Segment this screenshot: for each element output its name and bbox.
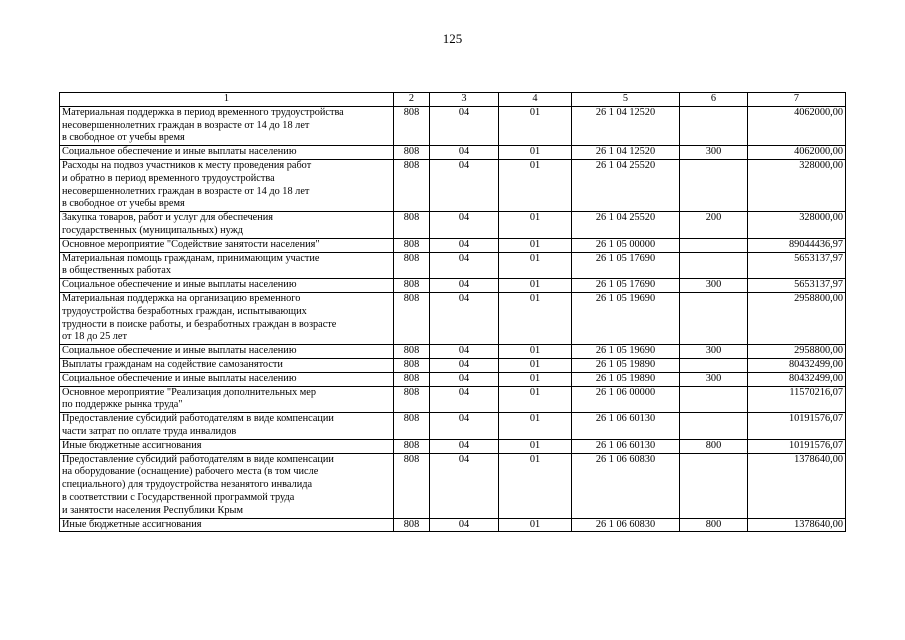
subsection-code-cell: 01	[499, 345, 572, 359]
expense-type-cell	[680, 292, 748, 344]
section-code-cell: 04	[430, 279, 499, 293]
expense-type-cell	[680, 252, 748, 279]
expense-type-cell	[680, 386, 748, 413]
page-number: 125	[442, 31, 463, 46]
table-row	[60, 238, 846, 252]
expense-type-cell: 800	[680, 518, 748, 532]
subsection-code-cell: 01	[499, 439, 572, 453]
amount-cell: 328000,00	[748, 159, 846, 211]
expense-type-cell	[680, 106, 748, 145]
target-article-cell: 26 1 06 60130	[572, 439, 680, 453]
ministry-code-cell: 808	[394, 252, 430, 279]
ministry-code-cell: 808	[394, 439, 430, 453]
table-row	[60, 279, 846, 293]
section-code-cell: 04	[430, 453, 499, 518]
row-name-line: Иные бюджетные ассигнования	[62, 439, 202, 451]
row-name-line: в свободное от учебы время	[62, 198, 185, 210]
subsection-code-cell: 01	[499, 238, 572, 252]
target-article-cell: 26 1 06 00000	[572, 386, 680, 413]
row-name-cell	[60, 413, 394, 440]
table-row	[60, 413, 846, 440]
target-article-cell: 26 1 04 25520	[572, 159, 680, 211]
row-name-line: трудности в поиске работы, и безработных граждан в возрасте	[62, 318, 337, 330]
table-row	[60, 386, 846, 413]
expense-type-cell: 200	[680, 212, 748, 239]
section-code-cell: 04	[430, 212, 499, 239]
subsection-code-cell: 01	[499, 453, 572, 518]
table-row	[60, 146, 846, 160]
table-header-row	[60, 93, 846, 107]
row-name-line: на оборудование (оснащение) рабочего места (в том числе	[62, 466, 319, 478]
amount-cell: 1378640,00	[748, 518, 846, 532]
target-article-cell: 26 1 05 19890	[572, 372, 680, 386]
table-row	[60, 518, 846, 532]
target-article-cell: 26 1 06 60830	[572, 453, 680, 518]
amount-cell: 10191576,07	[748, 439, 846, 453]
row-name-cell	[60, 345, 394, 359]
row-name-line: в соответствии с Государственной программой труда	[62, 491, 295, 503]
row-name-line: Социальное обеспечение и иные выплаты населению	[62, 146, 297, 158]
target-article-cell: 26 1 04 25520	[572, 212, 680, 239]
ministry-code-cell: 808	[394, 518, 430, 532]
header-cell: 2	[394, 93, 430, 107]
amount-cell: 328000,00	[748, 212, 846, 239]
row-name-cell	[60, 439, 394, 453]
subsection-code-cell: 01	[499, 518, 572, 532]
row-name-line: от 18 до 25 лет	[62, 331, 127, 343]
row-name-line: несовершеннолетних граждан в возрасте от 14 до 18 лет	[62, 119, 310, 131]
expense-type-cell: 800	[680, 439, 748, 453]
row-name-cell	[60, 252, 394, 279]
table-row	[60, 372, 846, 386]
amount-cell: 11570216,07	[748, 386, 846, 413]
row-name-line: специального) для трудоустройства незанятого инвалида	[62, 479, 313, 491]
row-name-line: и обратно в период временного трудоустройства	[62, 172, 275, 184]
row-name-cell	[60, 146, 394, 160]
table-row	[60, 453, 846, 518]
row-name-cell	[60, 238, 394, 252]
section-code-cell: 04	[430, 292, 499, 344]
target-article-cell: 26 1 05 17690	[572, 252, 680, 279]
row-name-line: Расходы на подвоз участников к месту проведения работ	[62, 159, 312, 171]
target-article-cell: 26 1 05 19890	[572, 358, 680, 372]
ministry-code-cell: 808	[394, 238, 430, 252]
budget-table	[59, 92, 846, 532]
section-code-cell: 04	[430, 252, 499, 279]
amount-cell: 5653137,97	[748, 252, 846, 279]
target-article-cell: 26 1 05 19690	[572, 345, 680, 359]
subsection-code-cell: 01	[499, 159, 572, 211]
section-code-cell: 04	[430, 358, 499, 372]
row-name-line: Социальное обеспечение и иные выплаты населению	[62, 372, 297, 384]
row-name-line: Основное мероприятие "Содействие занятости населения"	[62, 238, 320, 250]
row-name-line: трудоустройства безработных граждан, испытывающих	[62, 305, 307, 317]
target-article-cell: 26 1 05 00000	[572, 238, 680, 252]
row-name-cell	[60, 279, 394, 293]
target-article-cell: 26 1 04 12520	[572, 146, 680, 160]
header-cell: 4	[499, 93, 572, 107]
row-name-line: Материальная помощь гражданам, принимающим участие	[62, 252, 320, 264]
amount-cell: 4062000,00	[748, 106, 846, 145]
row-name-line: Социальное обеспечение и иные выплаты населению	[62, 279, 297, 291]
header-cell: 7	[748, 93, 846, 107]
row-name-cell	[60, 159, 394, 211]
subsection-code-cell: 01	[499, 106, 572, 145]
ministry-code-cell: 808	[394, 212, 430, 239]
ministry-code-cell: 808	[394, 345, 430, 359]
section-code-cell: 04	[430, 159, 499, 211]
expense-type-cell: 300	[680, 146, 748, 160]
subsection-code-cell: 01	[499, 372, 572, 386]
table-row	[60, 106, 846, 145]
section-code-cell: 04	[430, 146, 499, 160]
amount-cell: 2958800,00	[748, 345, 846, 359]
target-article-cell: 26 1 06 60130	[572, 413, 680, 440]
row-name-cell	[60, 358, 394, 372]
row-name-cell	[60, 386, 394, 413]
row-name-line: Предоставление субсидий работодателям в виде компенсации	[62, 413, 334, 425]
table-row	[60, 358, 846, 372]
row-name-cell	[60, 372, 394, 386]
ministry-code-cell: 808	[394, 413, 430, 440]
section-code-cell: 04	[430, 345, 499, 359]
section-code-cell: 04	[430, 372, 499, 386]
row-name-line: государственных (муниципальных) нужд	[62, 224, 243, 236]
row-name-line: по поддержке рынка труда"	[62, 399, 183, 411]
section-code-cell: 04	[430, 518, 499, 532]
ministry-code-cell: 808	[394, 372, 430, 386]
subsection-code-cell: 01	[499, 413, 572, 440]
row-name-line: части затрат по оплате труда инвалидов	[62, 425, 237, 437]
subsection-code-cell: 01	[499, 146, 572, 160]
ministry-code-cell: 808	[394, 159, 430, 211]
expense-type-cell	[680, 358, 748, 372]
target-article-cell: 26 1 06 60830	[572, 518, 680, 532]
amount-cell: 89044436,97	[748, 238, 846, 252]
ministry-code-cell: 808	[394, 106, 430, 145]
expense-type-cell: 300	[680, 345, 748, 359]
table-row	[60, 252, 846, 279]
ministry-code-cell: 808	[394, 292, 430, 344]
table-row	[60, 159, 846, 211]
amount-cell: 4062000,00	[748, 146, 846, 160]
row-name-line: Материальная поддержка на организацию временного	[62, 292, 301, 304]
row-name-line: несовершеннолетних граждан в возрасте от 14 до 18 лет	[62, 185, 310, 197]
subsection-code-cell: 01	[499, 212, 572, 239]
target-article-cell: 26 1 04 12520	[572, 106, 680, 145]
row-name-line: Основное мероприятие "Реализация дополнительных мер	[62, 386, 317, 398]
ministry-code-cell: 808	[394, 358, 430, 372]
ministry-code-cell: 808	[394, 453, 430, 518]
amount-cell: 1378640,00	[748, 453, 846, 518]
row-name-cell	[60, 453, 394, 518]
section-code-cell: 04	[430, 413, 499, 440]
expense-type-cell	[680, 413, 748, 440]
subsection-code-cell: 01	[499, 386, 572, 413]
amount-cell: 10191576,07	[748, 413, 846, 440]
amount-cell: 80432499,00	[748, 372, 846, 386]
ministry-code-cell: 808	[394, 146, 430, 160]
table-row	[60, 345, 846, 359]
subsection-code-cell: 01	[499, 252, 572, 279]
section-code-cell: 04	[430, 106, 499, 145]
row-name-line: Предоставление субсидий работодателям в виде компенсации	[62, 453, 334, 465]
expense-type-cell: 300	[680, 279, 748, 293]
table-row	[60, 292, 846, 344]
expense-type-cell	[680, 453, 748, 518]
table-row	[60, 439, 846, 453]
amount-cell: 5653137,97	[748, 279, 846, 293]
row-name-line: в свободное от учебы время	[62, 132, 185, 144]
expense-type-cell	[680, 159, 748, 211]
section-code-cell: 04	[430, 439, 499, 453]
expense-type-cell: 300	[680, 372, 748, 386]
section-code-cell: 04	[430, 238, 499, 252]
row-name-line: в общественных работах	[62, 265, 171, 277]
row-name-line: и занятости населения Республики Крым	[62, 504, 243, 516]
row-name-cell	[60, 212, 394, 239]
row-name-line: Социальное обеспечение и иные выплаты населению	[62, 345, 297, 357]
header-cell: 6	[680, 93, 748, 107]
row-name-line: Материальная поддержка в период временного трудоустройства	[62, 106, 344, 118]
target-article-cell: 26 1 05 17690	[572, 279, 680, 293]
amount-cell: 2958800,00	[748, 292, 846, 344]
row-name-cell	[60, 518, 394, 532]
target-article-cell: 26 1 05 19690	[572, 292, 680, 344]
subsection-code-cell: 01	[499, 292, 572, 344]
subsection-code-cell: 01	[499, 279, 572, 293]
section-code-cell: 04	[430, 386, 499, 413]
header-cell: 5	[572, 93, 680, 107]
amount-cell: 80432499,00	[748, 358, 846, 372]
row-name-line: Закупка товаров, работ и услуг для обеспечения	[62, 212, 273, 224]
ministry-code-cell: 808	[394, 386, 430, 413]
expense-type-cell	[680, 238, 748, 252]
header-cell: 1	[60, 93, 394, 107]
header-cell: 3	[430, 93, 499, 107]
subsection-code-cell: 01	[499, 358, 572, 372]
ministry-code-cell: 808	[394, 279, 430, 293]
row-name-line: Выплаты гражданам на содействие самозанятости	[62, 358, 283, 370]
table-row	[60, 212, 846, 239]
row-name-line: Иные бюджетные ассигнования	[62, 518, 202, 530]
row-name-cell	[60, 106, 394, 145]
row-name-cell	[60, 292, 394, 344]
